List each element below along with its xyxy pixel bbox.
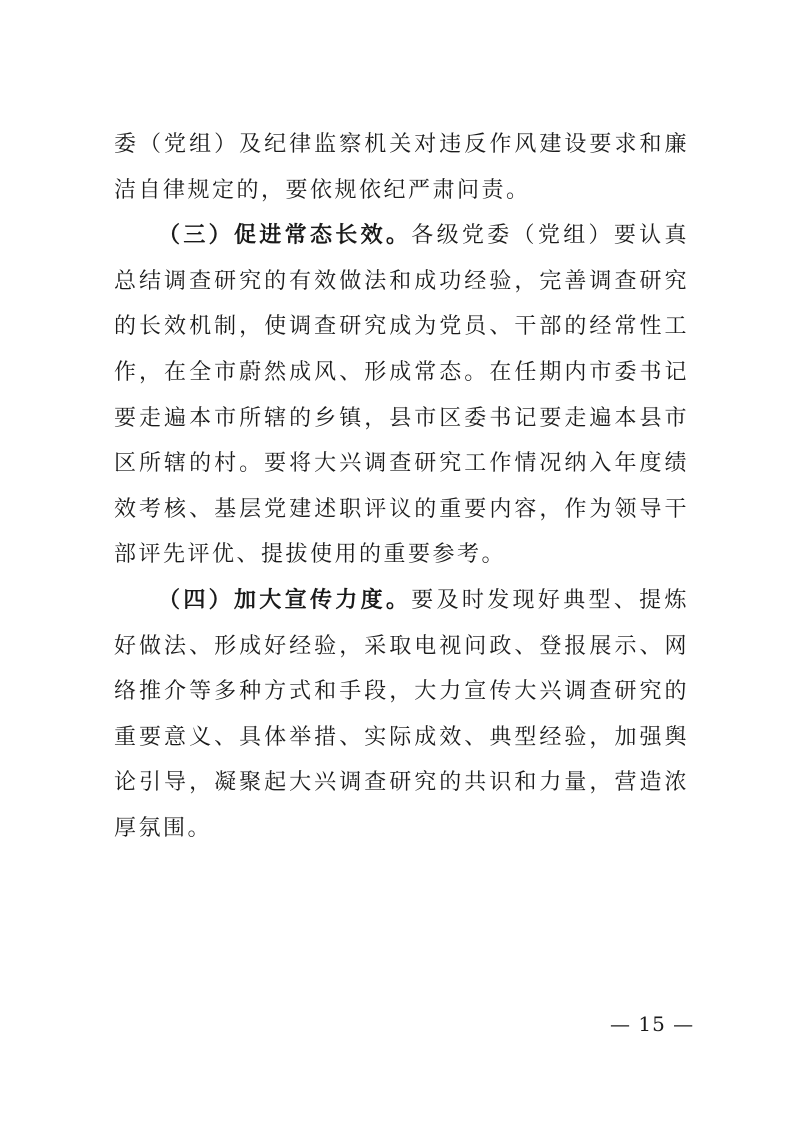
paragraph-text: 要及时发现好典型、提炼好做法、形成好经验，采取电视问政、登报展示、网络推介等多种方式和手段，大力宣传大兴调查研究的重要意义、具体举措、实际成效、典型经验，加强舆论引导，凝聚起大兴调查研究的共识和力量，营造浓厚氛围。 <box>114 587 689 841</box>
paragraph-text: 委（党组）及纪律监察机关对违反作风建设要求和廉洁自律规定的，要依规依纪严肃问责。 <box>114 132 689 203</box>
paragraph-section-3 <box>114 213 689 578</box>
section-heading: （三）促进常态长效。 <box>158 222 412 249</box>
paragraph-text: 各级党委（党组）要认真总结调查研究的有效做法和成功经验，完善调查研究的长效机制，使调查研究成为党员、干部的经常性工作，在全市蔚然成风、形成常态。在任期内市委书记要走遍本市所辖的乡镇，县市区委书记要走遍本县市区所辖的村。要将大兴调查研究工作情况纳入年度绩效考核、基层党建述职评议的重要内容，作为领导干部评先评优、提拔使用的重要参考。 <box>114 223 689 568</box>
document-body <box>114 122 689 852</box>
paragraph-section-4 <box>114 578 689 852</box>
paragraph-continuation <box>114 122 689 213</box>
section-heading: （四）加大宣传力度。 <box>158 586 412 613</box>
page-number: — 15 — <box>610 1012 695 1036</box>
